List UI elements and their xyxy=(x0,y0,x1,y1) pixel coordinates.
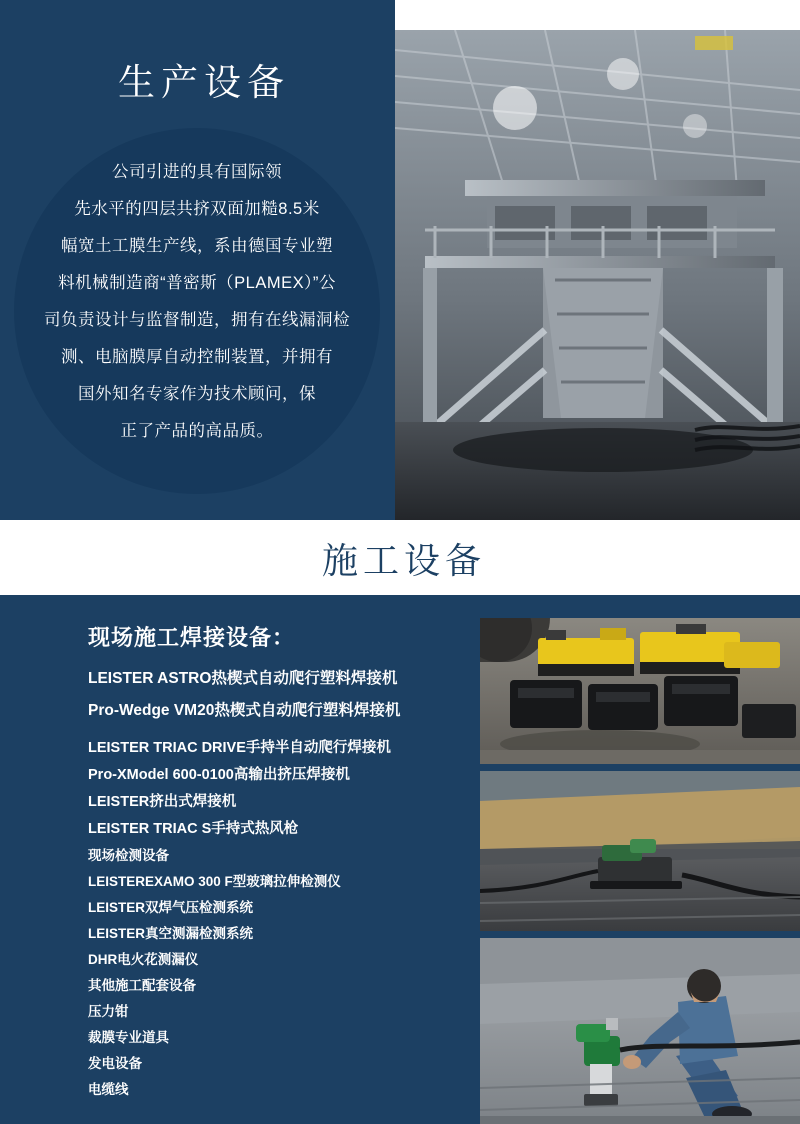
list-item: 其他施工配套设备 xyxy=(88,978,196,993)
description-line: 料机械制造商“普密斯（PLAMEX）”公 xyxy=(58,274,336,292)
section-title-construction: 施工设备 xyxy=(322,540,487,581)
list-item: LEISTER TRIAC S手持式热风枪 xyxy=(88,821,299,837)
list-spacer xyxy=(88,727,468,735)
description-line: 司负责设计与监督制造，拥有在线漏洞检 xyxy=(44,311,350,329)
description-line: 幅宽土工膜生产线，系由德国专业塑 xyxy=(61,237,333,255)
list-item: 裁膜专业道具 xyxy=(88,1030,169,1045)
list-item: 现场检测设备 xyxy=(88,848,169,863)
worker-welding-photo xyxy=(480,938,800,1124)
list-item: LEISTER挤出式焊接机 xyxy=(88,794,237,810)
geomembrane-field-photo xyxy=(480,771,800,931)
list-item: 电缆线 xyxy=(88,1082,129,1097)
list-item: LEISTER TRIAC DRIVE手持半自动爬行焊接机 xyxy=(88,740,391,756)
description-line: 国外知名专家作为技术顾问，保 xyxy=(78,385,316,403)
construction-photo-column xyxy=(480,618,800,1124)
production-line-photo xyxy=(395,30,800,520)
equipment-list xyxy=(88,663,468,1103)
description-line: 先水平的四层共挤双面加糙8.5米 xyxy=(74,200,320,218)
equipment-heading: 现场施工焊接设备： xyxy=(88,625,296,650)
list-item: Pro-XModel 600-0100高输出挤压焊接机 xyxy=(88,767,350,783)
description-line: 测、电脑膜厚自动控制装置，并拥有 xyxy=(61,348,333,366)
construction-section xyxy=(0,595,800,1124)
production-description xyxy=(14,128,380,494)
page-title: 生产设备 xyxy=(118,62,290,103)
list-item: LEISTER ASTRO热楔式自动爬行塑料焊接机 xyxy=(88,670,398,687)
list-item: Pro-Wedge VM20热楔式自动爬行塑料焊接机 xyxy=(88,702,401,719)
list-item: 发电设备 xyxy=(88,1056,142,1071)
welding-machines-photo xyxy=(480,618,800,764)
list-item: DHR电火花测漏仪 xyxy=(88,952,199,967)
list-item: LEISTER真空测漏检测系统 xyxy=(88,926,254,941)
list-item: 压力钳 xyxy=(88,1004,129,1019)
description-line: 公司引进的具有国际领 xyxy=(112,163,282,181)
list-item: LEISTEREXAMO 300 F型玻璃拉伸检测仪 xyxy=(88,874,341,889)
description-line: 正了产品的高品质。 xyxy=(120,422,274,440)
list-item: LEISTER双焊气压检测系统 xyxy=(88,900,254,915)
